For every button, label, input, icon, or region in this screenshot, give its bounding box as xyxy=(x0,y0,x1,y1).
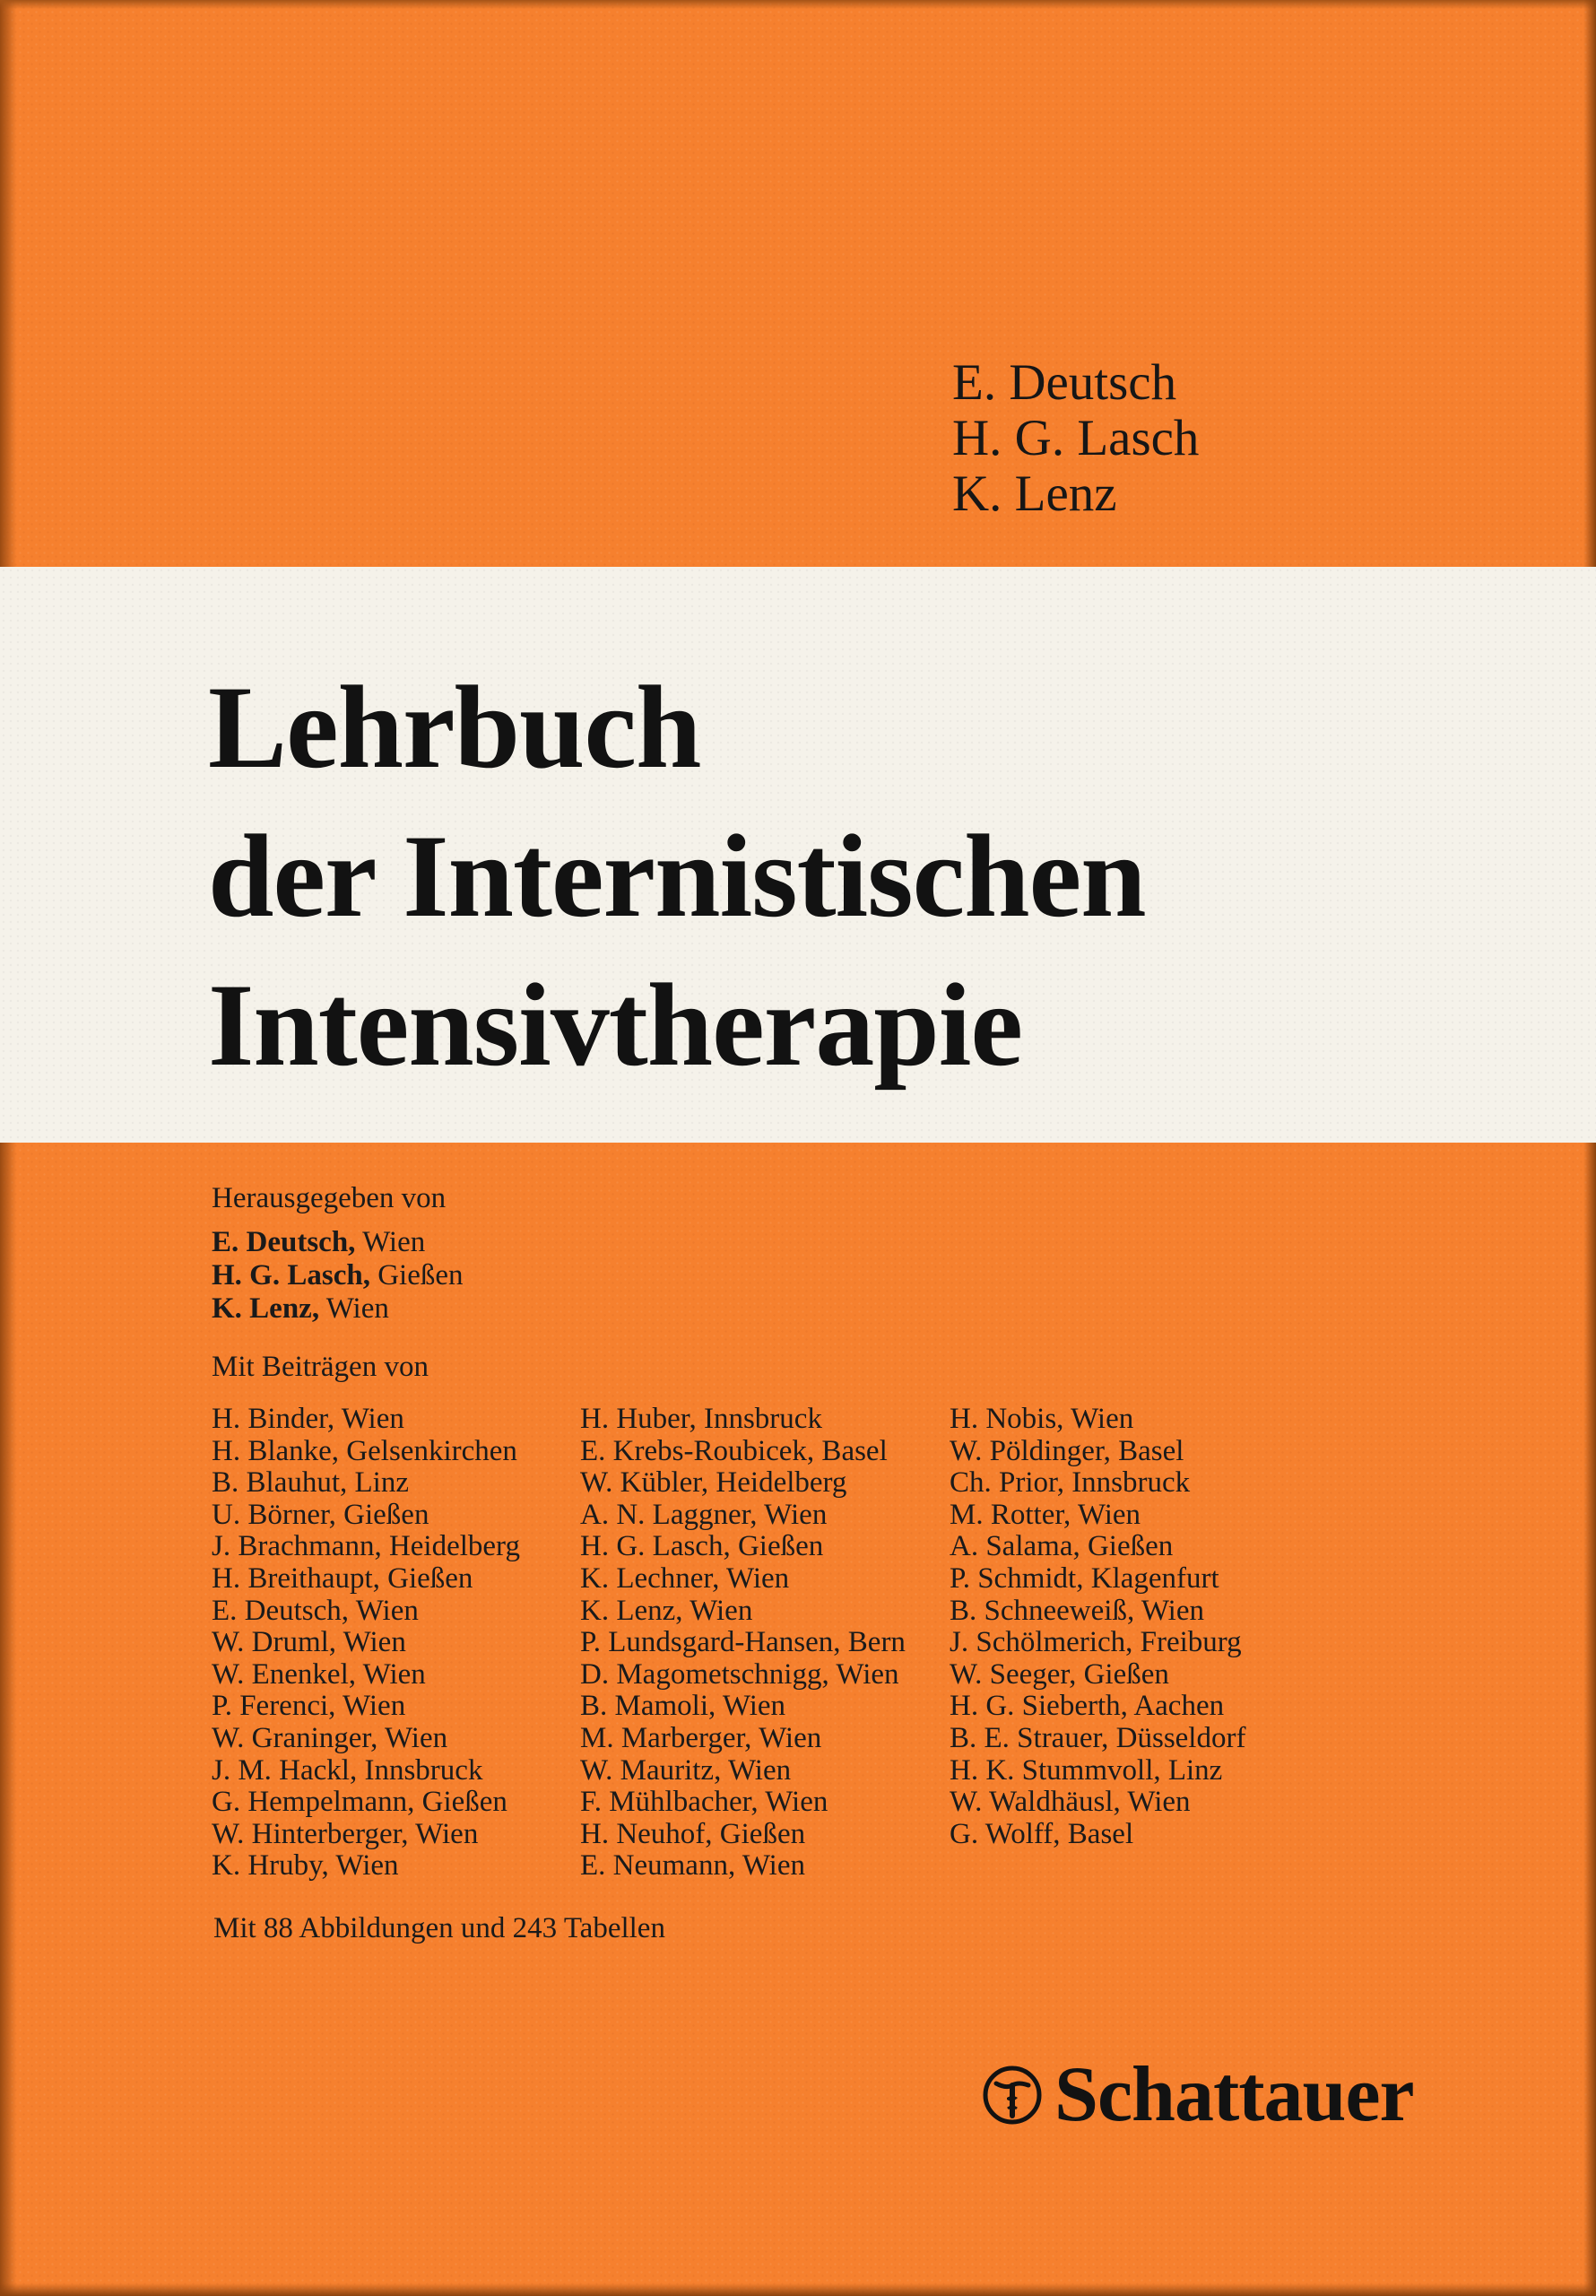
contributors-column-3 xyxy=(950,1404,1245,1850)
contributor-entry: A. N. Laggner, Wien xyxy=(580,1498,828,1531)
contributor-entry: E. Neumann, Wien xyxy=(580,1849,805,1883)
contributors-heading: Mit Beiträgen von xyxy=(212,1351,429,1383)
author-list xyxy=(952,355,1199,522)
contributor-entry: W. Waldhäusl, Wien xyxy=(950,1786,1191,1819)
editor-entry xyxy=(212,1226,464,1259)
editor-place: Wien xyxy=(355,1226,426,1258)
contributor-entry: P. Ferenci, Wien xyxy=(212,1690,406,1723)
editor-name: K. Lenz, xyxy=(212,1292,320,1325)
contributor-entry: Ch. Prior, Innsbruck xyxy=(950,1466,1191,1500)
contributors-column-2 xyxy=(580,1404,906,1883)
contributor-entry: B. Mamoli, Wien xyxy=(580,1690,786,1723)
publisher-name: Schattauer xyxy=(1054,2051,1414,2138)
illustrations-note: Mit 88 Abbildungen und 243 Tabellen xyxy=(213,1912,665,1944)
editor-entry xyxy=(212,1292,464,1326)
author-name: E. Deutsch xyxy=(952,354,1177,411)
contributor-entry: B. Blauhut, Linz xyxy=(212,1466,409,1500)
editor-place: Wien xyxy=(319,1292,389,1325)
contributor-entry: A. Salama, Gießen xyxy=(950,1530,1174,1563)
book-title xyxy=(208,653,1146,1100)
contributor-entry: H. K. Stummvoll, Linz xyxy=(950,1753,1223,1787)
author-name: K. Lenz xyxy=(952,465,1117,522)
cover-edge-shadow-right xyxy=(1583,0,1596,2296)
schattauer-logo-icon xyxy=(981,2064,1044,2126)
title-line: Lehrbuch xyxy=(208,661,701,793)
contributor-entry: W. Kübler, Heidelberg xyxy=(580,1466,847,1500)
author-name: H. G. Lasch xyxy=(952,410,1200,466)
title-line: Intensivtherapie xyxy=(208,959,1022,1091)
contributor-entry: W. Seeger, Gießen xyxy=(950,1657,1169,1691)
cover-edge-shadow-left xyxy=(0,0,16,2296)
contributor-entry: J. M. Hackl, Innsbruck xyxy=(212,1753,483,1787)
contributor-entry: H. Neuhof, Gießen xyxy=(580,1817,806,1850)
contributor-entry: H. G. Lasch, Gießen xyxy=(580,1530,824,1563)
contributor-entry: H. Blanke, Gelsenkirchen xyxy=(212,1434,517,1467)
contributor-entry: J. Brachmann, Heidelberg xyxy=(212,1530,520,1563)
contributor-entry: W. Enenkel, Wien xyxy=(212,1657,426,1691)
contributor-entry: W. Druml, Wien xyxy=(212,1626,406,1659)
contributor-entry: H. Huber, Innsbruck xyxy=(580,1403,822,1435)
contributor-entry: K. Hruby, Wien xyxy=(212,1849,399,1883)
contributor-entry: W. Graninger, Wien xyxy=(212,1721,448,1754)
contributor-entry: G. Wolff, Basel xyxy=(950,1817,1134,1850)
contributor-entry: M. Rotter, Wien xyxy=(950,1498,1141,1531)
editor-place: Gießen xyxy=(369,1259,464,1292)
contributor-entry: K. Lenz, Wien xyxy=(580,1594,753,1627)
contributor-entry: W. Pöldinger, Basel xyxy=(950,1434,1184,1467)
publisher-imprint xyxy=(981,2050,1414,2140)
contributor-entry: H. Nobis, Wien xyxy=(950,1403,1134,1435)
contributor-entry: M. Marberger, Wien xyxy=(580,1721,822,1754)
contributor-entry: P. Schmidt, Klagenfurt xyxy=(950,1561,1219,1595)
contributor-entry: E. Krebs-Roubicek, Basel xyxy=(580,1434,888,1467)
contributor-entry: G. Hempelmann, Gießen xyxy=(212,1786,507,1819)
cover-edge-shadow-top xyxy=(0,0,1596,9)
editor-name: E. Deutsch, xyxy=(212,1226,356,1258)
editor-entry xyxy=(212,1259,464,1292)
contributor-entry: H. Breithaupt, Gießen xyxy=(212,1561,473,1595)
contributor-entry: F. Mühlbacher, Wien xyxy=(580,1786,828,1819)
contributor-entry: U. Börner, Gießen xyxy=(212,1498,429,1531)
contributor-entry: E. Deutsch, Wien xyxy=(212,1594,419,1627)
contributor-entry: B. E. Strauer, Düsseldorf xyxy=(950,1721,1246,1754)
contributor-entry: D. Magometschnigg, Wien xyxy=(580,1657,899,1691)
contributor-entry: W. Mauritz, Wien xyxy=(580,1753,792,1787)
contributor-entry: W. Hinterberger, Wien xyxy=(212,1817,479,1850)
editors-heading: Herausgegeben von xyxy=(212,1182,447,1214)
contributor-entry: K. Lechner, Wien xyxy=(580,1561,790,1595)
contributor-entry: H. G. Sieberth, Aachen xyxy=(950,1690,1225,1723)
contributors-column-1 xyxy=(212,1404,520,1883)
editor-list xyxy=(212,1226,464,1326)
contributor-entry: B. Schneeweiß, Wien xyxy=(950,1594,1204,1627)
contributor-entry: H. Binder, Wien xyxy=(212,1403,404,1435)
title-line: der Internistischen xyxy=(208,810,1146,942)
editor-name: H. G. Lasch, xyxy=(212,1259,370,1292)
contributor-entry: J. Schölmerich, Freiburg xyxy=(950,1626,1242,1659)
cover-edge-shadow-bottom xyxy=(0,2283,1596,2296)
contributor-entry: P. Lundsgard-Hansen, Bern xyxy=(580,1626,906,1659)
credits-block xyxy=(212,1182,464,1384)
